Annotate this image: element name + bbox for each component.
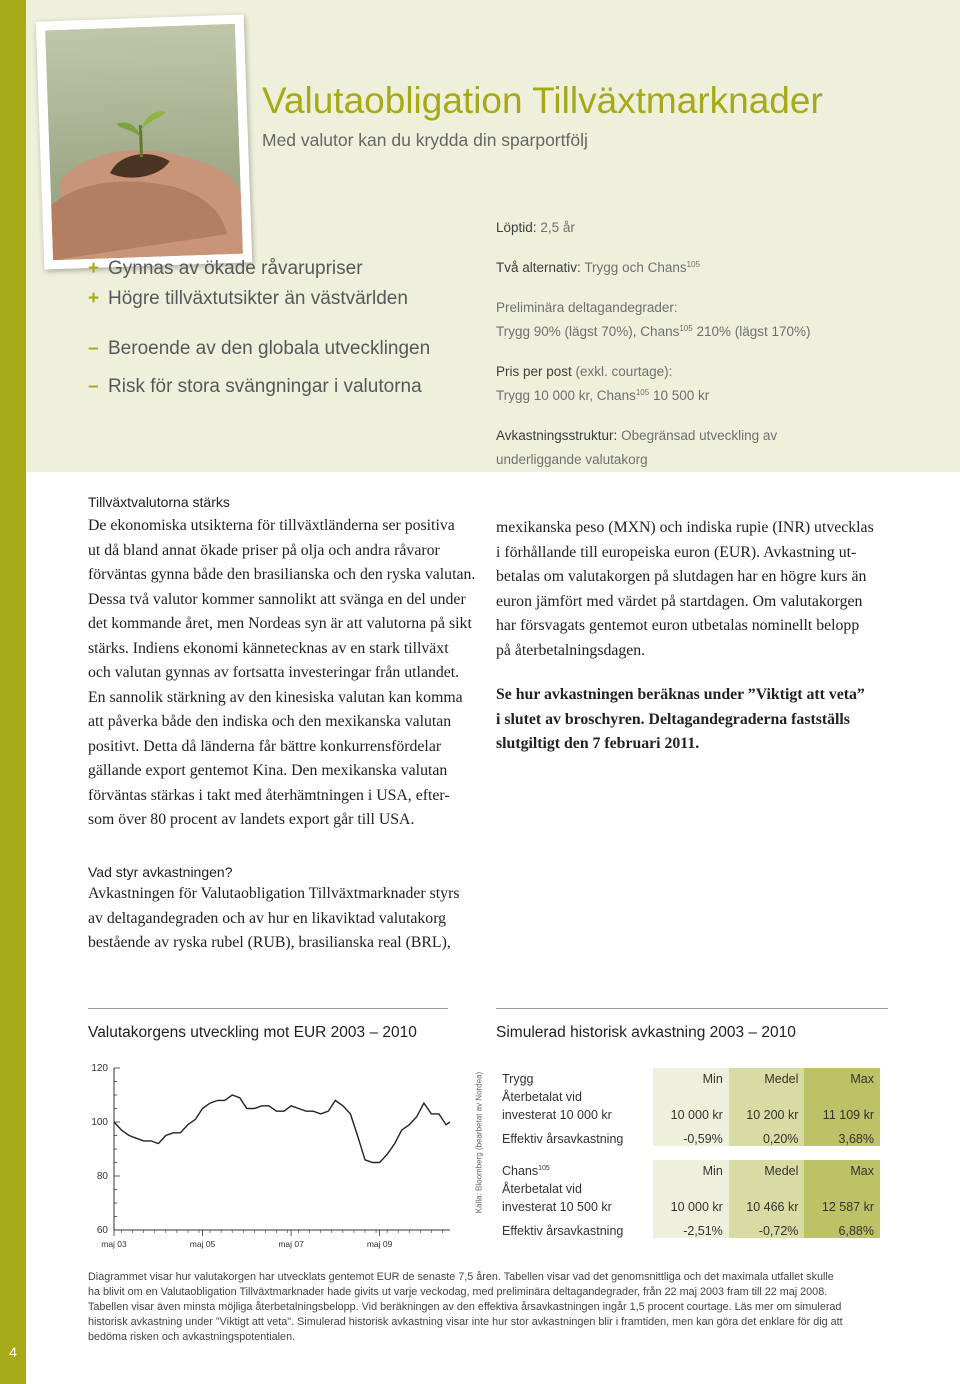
series-line [114,1095,450,1163]
table-row: Effektiv årsavkastning -0,59% 0,20% 3,68% [496,1122,880,1146]
minus-icon: – [88,338,99,359]
x-tick-label: maj 07 [278,1239,304,1249]
simulated-return-table [496,1068,880,1238]
y-tick-label: 60 [96,1225,108,1236]
table-title: Simulerad historisk avkastning 2003 – 2010 [496,1024,796,1041]
chart-footnote: Diagrammet visar hur valutakorgen har utvecklats gentemot EUR de senaste 7,5 åren. Tabellen visar vad det genomsnittliga och det maximala utfallet skulle ha blivit om en Valutaobligation Tillväxtmarknader hade givits ut varje veckodag, med preliminära deltagandegrader, från 22 maj 2003 fram till 22 maj 2008. Tabellen visar även minsta möjliga återbetalningsbelopp. Vid beräkningen av den effektiva årsavkastningen ingår 1,5 procent courtage. Läs mer om simulerad historisk avkastning under "Viktigt att veta". Simulerad historisk avkastning visar inte hur stor avkastningen blir i framtiden, men kan göra det enklare för dig att bedöma risken och avkastningspotentialen. [88,1271,843,1343]
fact-participation: Preliminära deltagandegrader: Trygg 90% (lägst 70%), Chans$^{105}$ 210% (lägst 170%) [496,300,811,339]
section-heading: Vad styr avkastningen? [88,864,233,880]
hands-with-soil-and-seedling-photo [36,14,253,269]
table-row: Återbetalat vid [496,1178,880,1196]
minus-icon: – [88,376,99,397]
plus-icon: + [88,288,100,309]
plus-icon: + [88,258,100,279]
fact-alternatives: Två alternativ: Trygg och Chans$^{105}$ [496,260,700,275]
chart-title: Valutakorgens utveckling mot EUR 2003 – 2010 [88,1024,417,1041]
x-tick-label: maj 09 [366,1239,393,1249]
fact-price: Pris per post (exkl. courtage): Trygg 10 000 kr, Chans$^{105}$ 10 500 kr [496,364,710,403]
table-row: Trygg Min Medel Max [496,1068,880,1086]
page-title: Valutaobligation Tillväxtmarknader [262,80,823,121]
article-left-column [88,494,480,833]
page-subtitle: Med valutor kan du krydda din sparportfölj [262,130,588,150]
product-facts [496,216,936,488]
pro-item: + Högre tillväxtutsikter än västvärlden [88,288,408,309]
x-tick-label: maj 05 [189,1239,216,1249]
section-heading: Tillväxtvalutorna stärks [88,494,230,510]
important-note: Se hur avkastningen beräknas under ”Viktigt att veta” i slutet av broschyren. Deltagandegraderna fastställs slutgiltigt den 7 februari 2011. [496,686,865,752]
x-tick-label: maj 03 [101,1239,127,1249]
section2-body: Avkastningen för Valutaobligation Tillväxtmarknader styrs av deltagandegraden och av hur en likaviktad valutakorg bestående av ryska rubel (RUB), brasilianska real (BRL), [88,885,460,951]
page-number: 4 [9,1344,17,1360]
table-row: Effektiv årsavkastning -2,51% -0,72% 6,88% [496,1214,880,1238]
y-tick-label: 100 [91,1117,108,1128]
fact-loptid: Löptid: 2,5 år [496,220,575,235]
accent-sidebar [0,0,26,1384]
y-tick-label: 120 [91,1063,108,1074]
table-row: Återbetalat vid [496,1086,880,1104]
currency-basket-chart [88,1058,458,1258]
con-item: – Risk för stora svängningar i valutorna [88,376,422,397]
y-tick-label: 80 [96,1171,108,1182]
pro-item: + Gynnas av ökade råvarupriser [88,258,363,279]
article-right-column: mexikanska peso (MXN) och indiska rupie (INR) utvecklas i förhållande till europeiska euron (EUR). Avkastning ut- betalas om valutakorgen på slutdagen har en högre kurs än euron jämfört med värdet på startdagen. Om valutakorgen har försvagats gentemot euron utbetalas nominellt belopp på återbetalningsdagen. Se hur avkastningen beräknas under ”Viktigt att veta” i slutet av broschyren. Deltagandegraderna fastställs slutgiltigt den 7 februari 2011. [496,516,916,757]
divider [88,1008,448,1009]
pros-cons-list [88,258,468,398]
section-return-drivers [88,864,488,956]
fact-structure: Avkastningsstruktur: Obegränsad utveckling av underliggande valutakorg [496,428,778,467]
chart-source: Källa: Bloomberg (bearbetat av Nordea) [474,1071,484,1214]
table-row: Chans$^{105}$ Min Medel Max [496,1160,880,1178]
article-body-left: De ekonomiska utsikterna för tillväxtländerna ser positiva ut då bland annat ökade priser på olja och andra råvaror förväntas gynna både den brasilianska och den ryska valutan. Dessa två valutor kommer sannolikt att svänga en del under det kommande året, men Nordeas syn är att valutorna på sikt stärks. Indiens ekonomi kännetecknas av en stark tillväxt och valutan gynnas av fortsatta investeringar från utlandet. En sannolik stärkning av den kinesiska valutan kan komma att påverka både den indiska och den mexikanska valutan positivt. Detta då länderna får bättre konkurrensfördelar gällande export gentemot Kina. Den mexikanska valutan förväntas stärkas i takt med återhämtningen i USA, efter- som över 80 procent av landets export går till USA. [88,517,476,828]
photo-illustration [45,24,243,260]
divider [496,1008,888,1009]
table-row: investerat 10 000 kr 10 000 kr 10 200 kr 11 109 kr [496,1104,880,1122]
table-row: investerat 10 500 kr 10 000 kr 10 466 kr 12 587 kr [496,1196,880,1214]
con-item: – Beroende av den globala utvecklingen [88,338,431,359]
